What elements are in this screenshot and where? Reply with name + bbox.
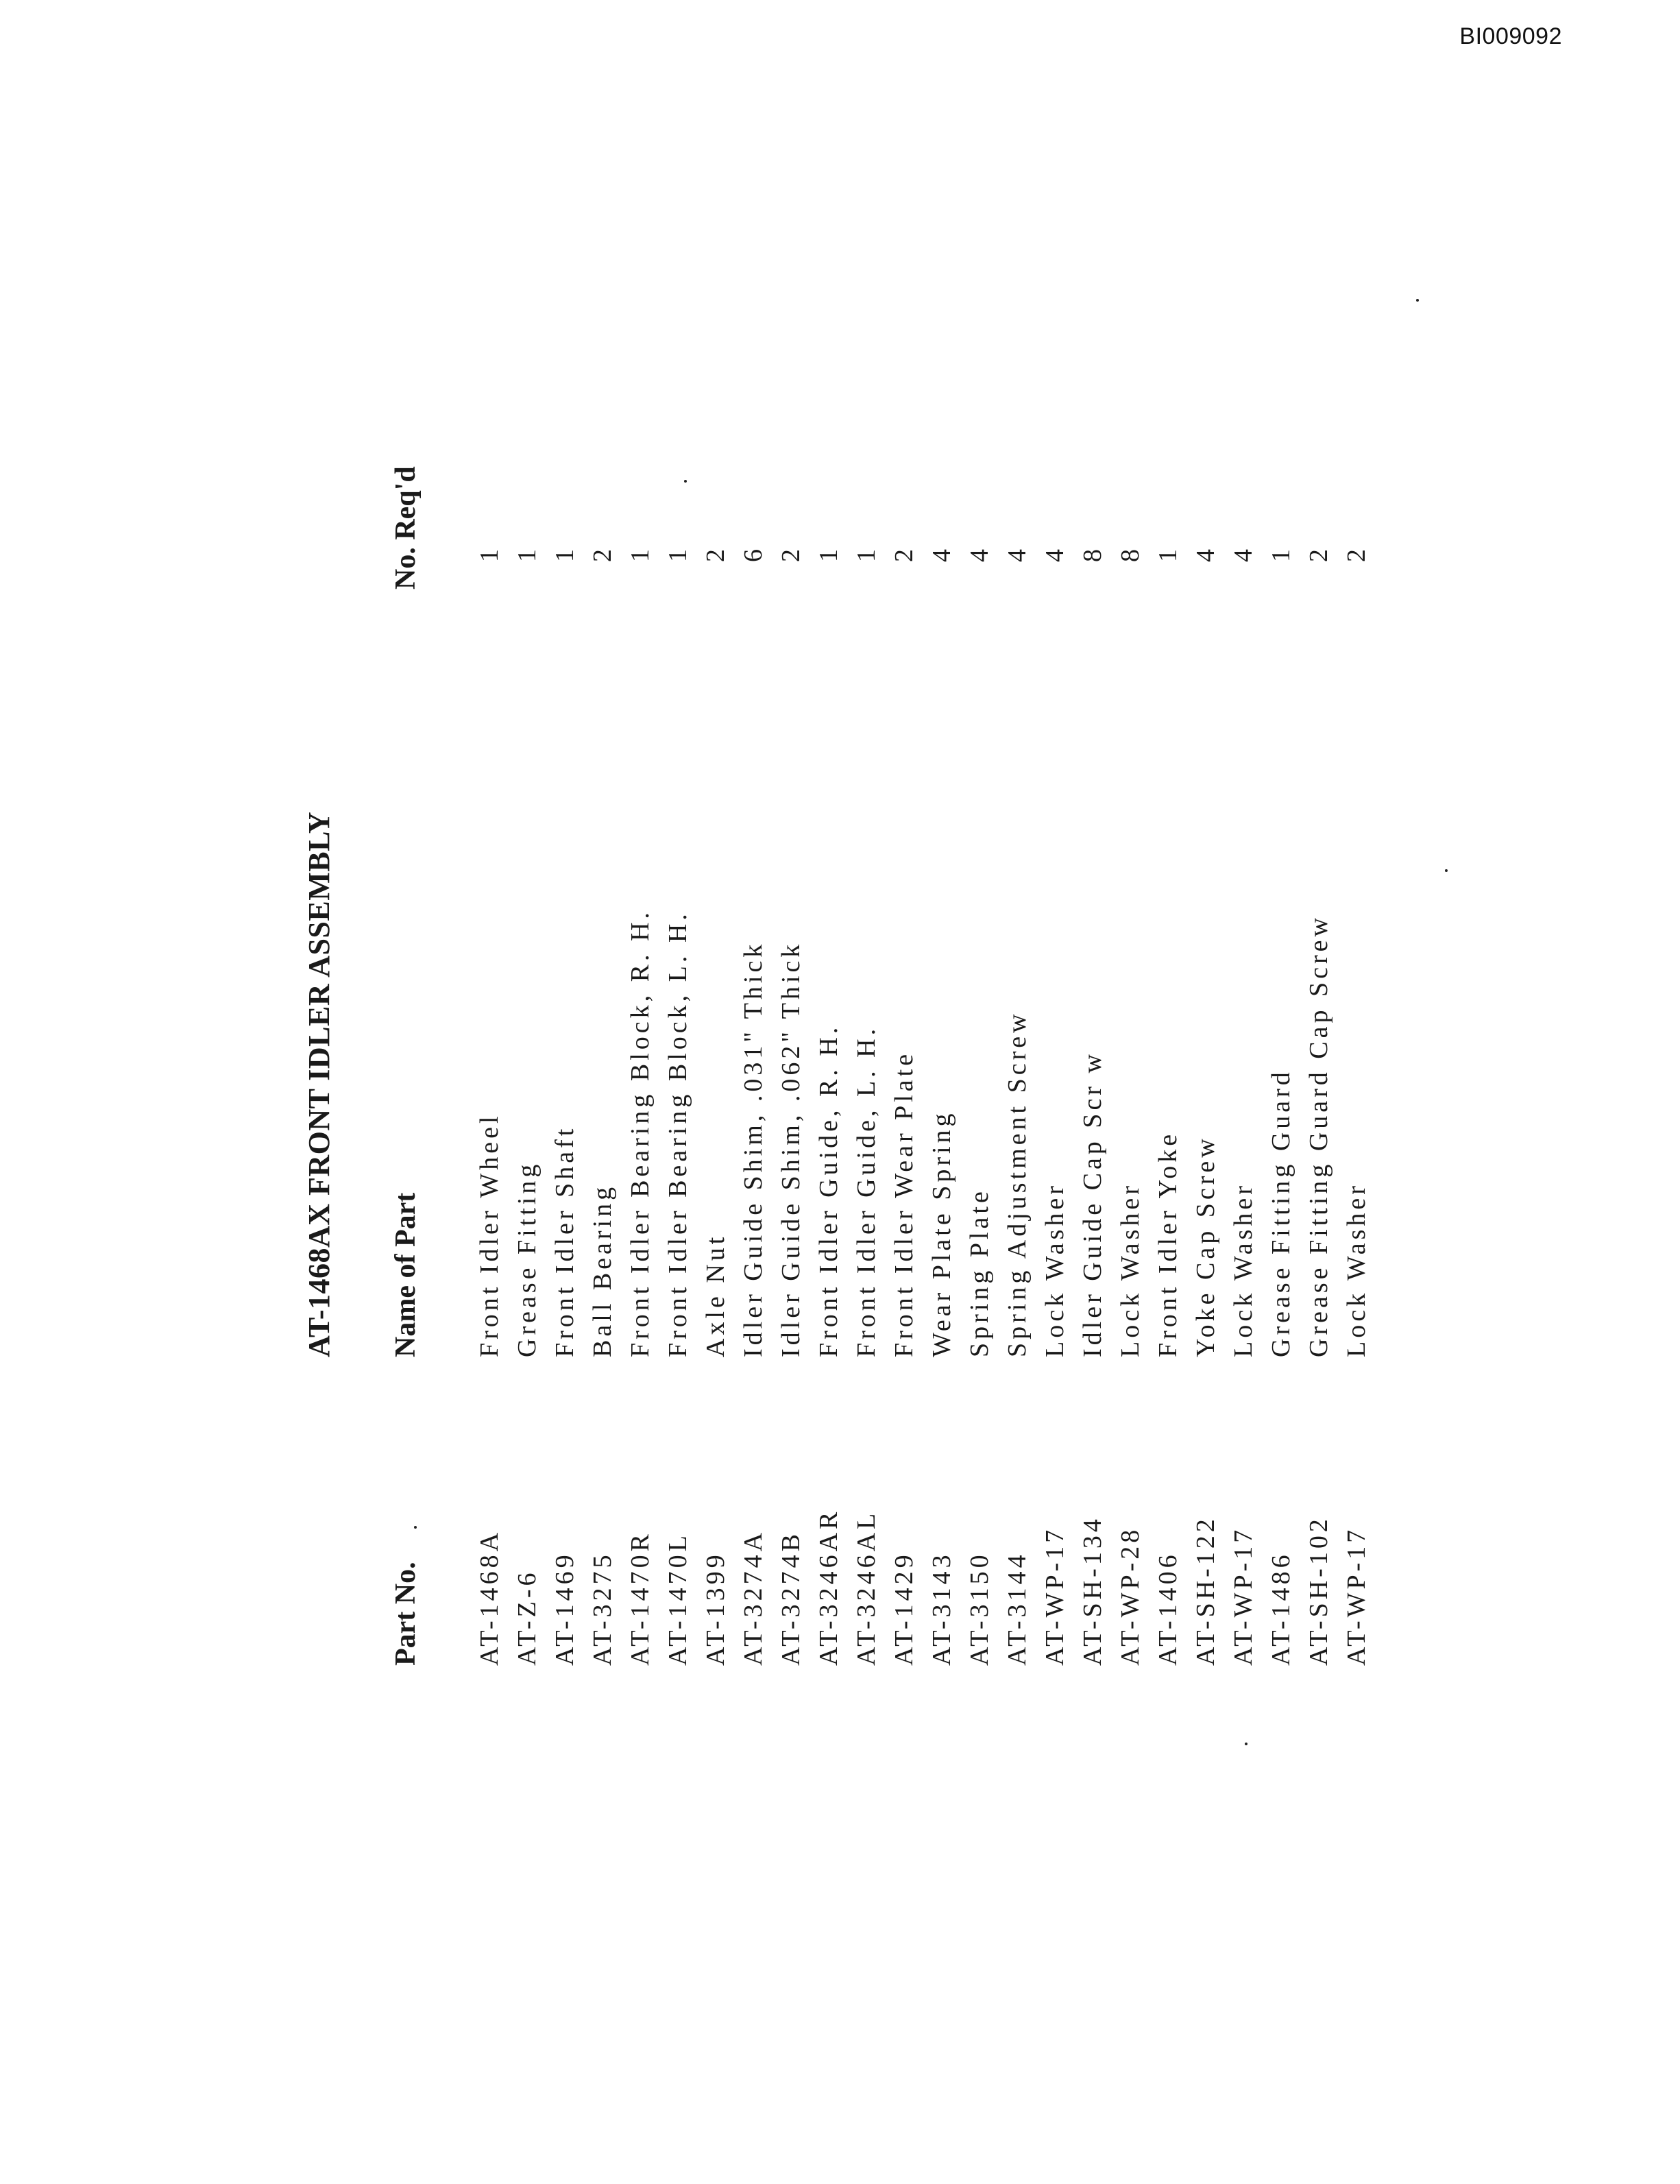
quantity-cell: 1 (626, 546, 655, 562)
table-row (1265, 219, 1302, 1727)
part-number-cell: AT-1469 (550, 1551, 579, 1666)
part-number-cell: AT-1486 (1267, 1551, 1295, 1666)
table-row (812, 219, 850, 1727)
part-name-cell: Axle Nut (701, 1233, 730, 1357)
column-header-qty: No. Req'd (390, 466, 422, 590)
quantity-cell: 4 (1229, 546, 1258, 562)
quantity-cell: 8 (1116, 546, 1145, 562)
table-row (586, 219, 624, 1727)
part-number-cell: AT-1399 (701, 1551, 730, 1666)
table-row (775, 219, 812, 1727)
quantity-cell: 4 (1003, 546, 1032, 562)
table-row (1302, 219, 1340, 1727)
quantity-cell: 1 (852, 546, 881, 562)
part-name-cell: Lock Washer (1040, 1182, 1069, 1357)
document-id: BI009092 (1459, 23, 1562, 49)
part-name-cell: Spring Plate (965, 1188, 994, 1357)
quantity-cell: 4 (965, 546, 994, 562)
part-number-cell: AT-Z-6 (513, 1569, 541, 1666)
quantity-cell: 1 (550, 546, 579, 562)
quantity-cell: 4 (1191, 546, 1220, 562)
table-row (1340, 219, 1378, 1727)
part-number-cell: AT-SH-102 (1304, 1516, 1333, 1666)
part-number-cell: AT-WP-28 (1116, 1526, 1145, 1666)
part-number-cell: AT-SH-134 (1078, 1516, 1107, 1666)
page-title: AT-1468AX FRONT IDLER ASSEMBLY (302, 811, 336, 1357)
table-row (1001, 219, 1038, 1727)
part-number-cell: AT-1429 (890, 1551, 918, 1666)
part-number-cell: AT-1406 (1154, 1551, 1182, 1666)
quantity-cell: 2 (701, 546, 730, 562)
part-number-cell: AT-3274B (777, 1531, 805, 1666)
quantity-cell: 1 (814, 546, 843, 562)
table-row (1227, 219, 1265, 1727)
part-number-cell: AT-3246AL (852, 1509, 881, 1666)
quantity-cell: 4 (1040, 546, 1069, 562)
table-row (1076, 219, 1114, 1727)
table-row (888, 219, 925, 1727)
quantity-cell: 1 (1267, 546, 1295, 562)
part-number-cell: AT-3150 (965, 1551, 994, 1666)
quantity-cell: 1 (513, 546, 541, 562)
quantity-cell: 6 (739, 546, 768, 562)
quantity-cell: 8 (1078, 546, 1107, 562)
quantity-cell: 2 (777, 546, 805, 562)
table-row (548, 219, 586, 1727)
table-row (473, 219, 511, 1727)
quantity-cell: 4 (927, 546, 956, 562)
table-row (1189, 219, 1227, 1727)
part-number-cell: AT-WP-17 (1040, 1526, 1069, 1666)
scan-speck (1416, 299, 1419, 302)
table-row (511, 219, 548, 1727)
part-name-cell: Idler Guide Shim, .031" Thick (739, 941, 768, 1357)
part-number-cell: AT-1470L (664, 1532, 692, 1666)
part-name-cell: Spring Adjustment Screw (1003, 1010, 1032, 1357)
table-row (1038, 219, 1076, 1727)
part-number-cell: AT-3143 (927, 1551, 956, 1666)
part-name-cell: Idler Guide Cap Scr w (1078, 1051, 1107, 1357)
table-row (1114, 219, 1152, 1727)
table-row (963, 219, 1001, 1727)
part-name-cell: Front Idler Yoke (1154, 1130, 1182, 1357)
part-number-cell: AT-3274A (739, 1529, 768, 1666)
part-number-cell: AT-SH-122 (1191, 1516, 1220, 1666)
part-name-cell: Front Idler Bearing Block, L. H. (664, 910, 692, 1357)
part-name-cell: Front Idler Wheel (475, 1113, 504, 1357)
part-name-cell: Yoke Cap Screw (1191, 1135, 1220, 1357)
part-name-cell: Wear Plate Spring (927, 1110, 956, 1357)
quantity-cell: 2 (890, 546, 918, 562)
part-number-cell: AT-3246AR (814, 1508, 843, 1666)
parts-table (473, 219, 1378, 1727)
table-row (624, 219, 661, 1727)
part-name-cell: Front Idler Bearing Block, R. H. (626, 909, 655, 1357)
parts-list-page (302, 219, 1412, 1727)
scan-speck (1445, 869, 1448, 872)
part-number-cell: AT-1468A (475, 1529, 504, 1666)
quantity-cell: 2 (1342, 546, 1371, 562)
part-number-cell: AT-3275 (588, 1551, 617, 1666)
table-row (925, 219, 963, 1727)
column-header-part-no: Part No. (390, 1562, 422, 1666)
table-row (661, 219, 699, 1727)
part-name-cell: Front Idler Guide, R. H. (814, 1023, 843, 1357)
table-row (699, 219, 737, 1727)
part-name-cell: Front Idler Shaft (550, 1125, 579, 1357)
part-name-cell: Idler Guide Shim, .062" Thick (777, 941, 805, 1357)
quantity-cell: 1 (475, 546, 504, 562)
part-name-cell: Lock Washer (1229, 1182, 1258, 1357)
part-name-cell: Ball Bearing (588, 1183, 617, 1357)
table-row (1152, 219, 1189, 1727)
scan-speck (684, 480, 687, 483)
part-name-cell: Lock Washer (1116, 1182, 1145, 1357)
part-name-cell: Grease Fitting Guard (1267, 1069, 1295, 1357)
part-number-cell: AT-3144 (1003, 1551, 1032, 1666)
part-name-cell: Lock Washer (1342, 1182, 1371, 1357)
part-name-cell: Grease Fitting Guard Cap Screw (1304, 914, 1333, 1357)
part-name-cell: Front Idler Wear Plate (890, 1050, 918, 1357)
part-number-cell: AT-1470R (626, 1531, 655, 1666)
scan-speck (414, 1526, 417, 1529)
quantity-cell: 1 (1154, 546, 1182, 562)
quantity-cell: 1 (664, 546, 692, 562)
part-number-cell: AT-WP-17 (1342, 1526, 1371, 1666)
quantity-cell: 2 (1304, 546, 1333, 562)
table-row (737, 219, 775, 1727)
table-row (850, 219, 888, 1727)
quantity-cell: 2 (588, 546, 617, 562)
part-name-cell: Front Idler Guide, L. H. (852, 1025, 881, 1357)
part-number-cell: AT-WP-17 (1229, 1526, 1258, 1666)
scan-speck (1245, 1743, 1247, 1745)
column-header-name: Name of Part (390, 1192, 422, 1357)
part-name-cell: Grease Fitting (513, 1161, 541, 1357)
